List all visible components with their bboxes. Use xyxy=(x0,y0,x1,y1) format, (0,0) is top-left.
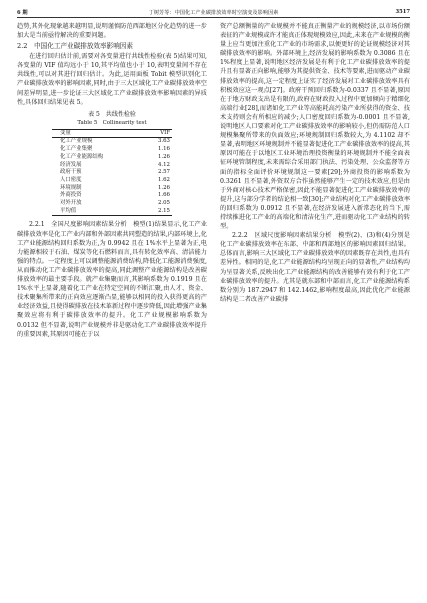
paragraph: 2.2.2 区域尺度影响因素结果分析 模型(2)、(3)和(4)分别是化工产业碳排放效率在东部、中部和西部地区的影响因素回归结果。总体而言,影响三大区域化工产业碳排放效率的因素既存在共性,也具有差异性。相同的是,化工产业能源结构均呈现正向的显著性,产业结构均为呈显著关系,反映出化工产业能源结构的改善能够有效有利于化工产业碳排放效率的提升。尤其是就东部和中部而言,化工产业能源结构系数分别为 187.2947 和 142.1462,影响程度最高,因此优化产业能源结构是二者改善产业碳排 xyxy=(220,232,410,303)
table-row: 经济发展 4.12 xyxy=(60,161,170,168)
collinearity-table xyxy=(52,129,172,217)
table-caption-en: Table 5 Collinearity test xyxy=(77,119,147,126)
table-row: 人口密度 1.62 xyxy=(60,176,170,183)
table-header-variable: 变量 xyxy=(52,129,144,138)
table-header-vif: VIF xyxy=(144,129,172,138)
paragraph: 2.2.1 全国尺度影响因素结果分析 模型(1)结果显示,化工产业碳排放效率是化工产业内部和外部因素共同塑造的结果,内部环境上,化工产业能源结构回归系数为正,为 0.9942 且在 1%水平上显著为正,电力能源相较于石油、煤炭等化石燃料而言,具有转化效率高、清洁能力强的特点。一定程度上可以调整能源消费结构,降低化工能源消费强度,从而推动化工产业碳排放效率的提高,同此调整产业能源结构是改善碳排放效率的最主要手段。就产业集聚而言,其影响系数为 0.1919 且在 1%水平上显著,随着化工产业在特定空间的不断汇聚,由人才、资金、技术聚集所带来的正向效应逐渐凸显,能够以相同的投入获得更高的产业经济效益,且使得碳排放在技术革新过程中逐步降低,因此增强产业集聚效应将有利于碳排放效率的提升。化工产业规模影响系数为 0.0132 但不显著,说明产业规模并非是驱动化工产业碳排放效率提升的重要因素,其原因可能在于以 xyxy=(17,221,207,338)
table-caption-cn: 表 5 共线性检验 xyxy=(88,110,136,118)
table-row: 化工产业规模 3.63 xyxy=(60,138,170,145)
page-number: 3517 xyxy=(395,9,410,15)
paragraph: 资产总额衡量的产业规模并不能真正衡量产业的规模经济,以市场份额表征的产业规模或许才能真正体现规模效应,因此,未来在产业规模的衡量上应当更加注重化工产业的市场需求,以便更好的论证规模经济对其碳排放效率的影响。外部环境上,经济发展的影响系数为 0.3086 且在 1%程度上显著,说明地区经济发展是有利于化工产业碳排放效率的提升且有显著正向影响,能够为其提供资金、技术等要素,进而驱动产业碳排放效率的提高,这一定程度上证实了经济发展对工业碳排放效率具有积极效应这一观点[27]。政府干预回归系数为-0.0337 且不显著,原因在于地方财政支出是有限的,政府在财政投入过程中更加倾向于精细化高端行业[28],而诸如化工产业等高能耗高污染产业所获得的资金、技术支持则会有所相应的减少;人口密度回归系数为-0.0001 且不显著,说明地区人口要素对化工产业碳排放效率的影响较小,但仍需防范人口规模集聚所带来的负面效应;环境规制回归系数较大,为 4.1102 却不显著,表明地区环境规制并不能显著促进化工产业碳排放效率的提高,其原因可能在于以地区工业环境治理投资衡量的环境规制并不能全面表征环境管制程度,未来需综合采用部门执法、污染处理、公众监督等方面的指标全面评价环境规制这一要素[29];外商投资的影响系数为 0.3261 且不显著,外资双方合作虽然能够产生一定的技术效应,但是由于外商对核心技术严格保密,因此不能显著促进化工产业碳排放效率的提升,这与部分学者的结论相一致[30];产业结构对化工产业碳排放效率的回归系数为 0.0912 且不显著,在经济发展进入新常态化的当下,需持续推进化工产业的高端化和清洁化生产,进而驱动化工产业结构的转型。 xyxy=(220,23,411,231)
right-column xyxy=(220,22,410,304)
section-heading-2-2: 2.2 中国化工产业碳排放效率影响因素 xyxy=(17,42,133,51)
paragraph: 趋势,其外化现象越来越明显,说明谨慎防范西部地区分化趋势的进一步加大是当前亟待解决的重要问题。 xyxy=(17,23,207,40)
table-row: 环境规制 1.26 xyxy=(60,184,170,191)
table-row: 外商投资 1.66 xyxy=(60,192,170,199)
issue-number: 6 期 xyxy=(17,10,28,16)
table-row: 化工产业能源结构 1.26 xyxy=(60,153,170,160)
running-title: 丁树芳等：中国化工产业碳排放效率时空演变及影响因素 xyxy=(148,10,279,16)
left-column xyxy=(17,22,207,339)
header-rule xyxy=(17,17,410,18)
table-row: 化工产业集聚 1.16 xyxy=(60,146,170,153)
paragraph: 在进行回归估计前,需要对各变量进行共线性检验(表 5)结果可知,各变量的 VIF 值均远小于 10,其平均值也小于 10,表明变量间不存在共线性,可以对其进行回归估计。为此,运用面板 Tobit 模型识别化工产业碳排放效率的影响因素,同时,由于三大区域化工产业碳排放效率空间差异明显,进一步论证三大区域化工产业碳排放效率影响因素的异质性,具体回归结果见表 5。 xyxy=(17,53,207,106)
table-row: 政府干预 2.57 xyxy=(60,169,170,176)
table-row: 平均值 2.15 xyxy=(52,208,172,216)
table-row: 对外开放 2.05 xyxy=(60,200,170,207)
